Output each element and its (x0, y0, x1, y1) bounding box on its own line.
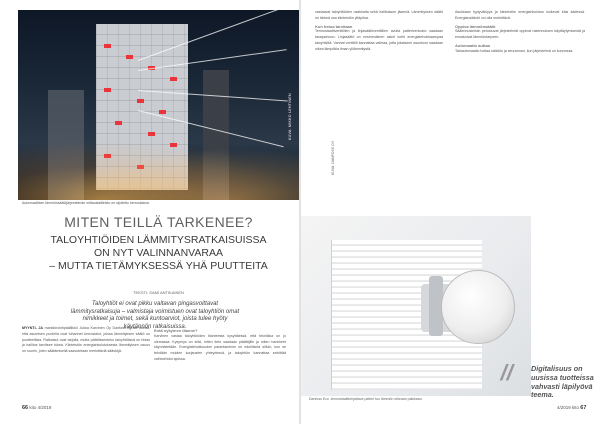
subheadline-line: – MUTTA TIETÄMYKSESSÄ YHÄ PUUTTEITA (49, 260, 268, 272)
body-text: markkinointipäällikkö Jukka Karvinen Oy Danfoss Ab:sta toteaa, että asumisen puolella ovat tuhannet kerrostalot, joissa lämmityksen säätö on puutteellista. Ratkaisut ovat tarjolla, mutta päätöksenteko taloyhtiöissä on hidas ja hallitus tarvitsee tukea. Kiinteistön energiankulutuksesta lämmityksen osuus on suurin, joten säätämisellä saavutetaan merkittäviä säästöjä. (22, 326, 151, 354)
heating-indicator (137, 99, 144, 103)
body-column (154, 326, 286, 363)
quote-mark-icon: // (498, 360, 516, 385)
issue-label: kito 4/2019 (29, 405, 52, 410)
photo-credit: KUVA: MIKKO LEHTINEN (288, 93, 292, 140)
body-column (315, 10, 443, 53)
section-subhead: Oppiva lämmönsäätö (455, 23, 496, 29)
city-lights (18, 140, 299, 200)
article-lead: Taloyhtiöt ei ovat pikku valtavan pingasvoittavat lämmitysratkaisuja – valmistaja voimistuen ovat taloyhtiön omat nimikkeet ja toimet, sekä kuntoarviot, joista tulee hyöty käytännön ratkaisuissa. (70, 301, 240, 330)
lead-in: MYYNTI- JA (22, 326, 44, 330)
article-headline: MITEN TEILLÄ TARKENEE? (64, 214, 253, 230)
heating-indicator (104, 44, 111, 48)
byline: TEKSTI: SAMI ANTIKAINEN (133, 290, 184, 295)
body-text: Taloautomaatio hoitaa säädön ja seurannan, kun järjestelmä on kunnossa. (455, 48, 574, 53)
heating-indicator (170, 77, 177, 81)
heating-indicator (159, 110, 166, 114)
heating-indicator (126, 55, 133, 59)
issue-label: 4/2019 kito (557, 405, 580, 410)
body-column (455, 10, 585, 55)
body-column (22, 326, 150, 355)
subheadline-line: ON NYT VALINNANVARAA (94, 247, 223, 259)
heating-indicator (115, 121, 122, 125)
pull-quote-text: Digitalisuus on uusissa tuotteissa vahvasti läpilyövä teema. (531, 364, 594, 400)
radiator-photo (301, 216, 531, 396)
body-text: Termostaattiventtiilien ja linjasäätöventtiilien avulla patteriverkosto saadaan tasapainoon. Linjasäätö on ensimmäinen askel kohti energiatehokkaampaa taloyhtiötä. Vanhat venttiilit kannattaa vaihtaa, jotta jokaiseen asuntoon saadaan oikea lämpötila ilman ylilämmitystä. (315, 29, 443, 51)
page-folio (22, 405, 51, 411)
left-page (0, 0, 299, 424)
right-page (301, 0, 600, 424)
body-text: Karvinen vastaa taloyhtiöiden tilanteesta kysyttäessä, että tekniikka on jo olemassa. Kysymys on siitä, miten tieto saadaan päättäjille ja miten hankkeet käynnistetään. Energiatehokkuuden parantaminen on edullisinta silloin, kun se tehdään muiden korjausten yhteydessä, ja taloyhtiön kannattaa selvittää vaihtoehdot ajoissa. (154, 333, 286, 361)
section-subhead: Entä nykyinen tilanne? (154, 328, 198, 333)
subheadline-line: TALOYHTIÖIDEN LÄMMITYSRATKAISUISSA (50, 234, 267, 246)
article-subheadline (18, 234, 299, 273)
photo-caption: Automaattisen lämmönsäätöjärjestelmän mittauslaitteisto on sijoitettu kerrostaloon. (22, 201, 151, 205)
thermostat-head-icon (441, 270, 515, 344)
page-folio (557, 405, 586, 411)
section-subhead: Automaatio auttaa (455, 42, 490, 48)
hero-photo (18, 10, 299, 200)
heating-indicator (104, 88, 111, 92)
page-number: 67 (580, 405, 587, 411)
body-text: Asukkaan tyytyväisyys ja kiinteistön energiankulutus kulkevat käsi kädessä. Energiansäästö voi olla merkittävä. (455, 10, 585, 20)
photo-credit: KUVA: DANFOSS OY (331, 140, 335, 175)
heating-indicator (148, 132, 155, 136)
page-number: 66 (22, 405, 29, 411)
section-subhead: Kun tietoa tarvitaan (315, 23, 353, 29)
photo-caption: Danfoss Eco -termostaattiohjattava patteri tuo lämmön oikeaan paikkaan. (309, 397, 423, 401)
body-text: vastaavat taloyhtiöiden osakkaita sekä hallituksen jäseniä. Lämmityksen säätö on tärkeä osa kiinteistön ylläpitoa. (315, 10, 443, 20)
body-text: Sääennusteisiin perustuvat järjestelmät oppivat rakennuksen käyttäytymisestä ja ennakoivat lämmöntarpeen. (455, 29, 585, 40)
